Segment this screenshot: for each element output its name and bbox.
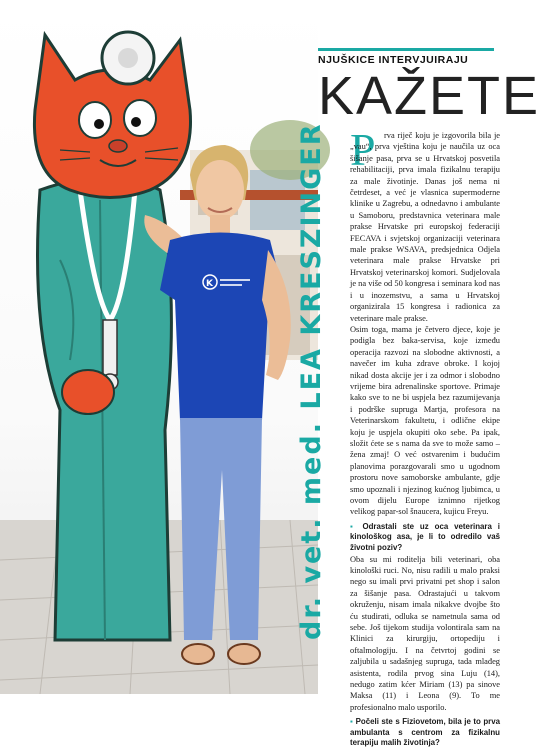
blue-tshirt — [160, 233, 285, 421]
dropcap: P — [350, 124, 376, 175]
person-name: LEA KRESZINGER — [296, 122, 327, 410]
question-1: ▪ Odrastali ste uz oca veterinara i kinološkog asa, je li to odredilo vaš životni poziv? — [350, 521, 500, 552]
question-2-text: Počeli ste s Fiziovetom, bila je to prva ambulanta s centrom za fizikalnu terapiju malih životinja? — [350, 717, 500, 748]
paragraph-2: Osim toga, mama je četvero djece, koje je podigla bez baka-servisa, koje između operacija razvozi na slobodne aktivnosti, a navečer im kuha zdrave obroke. I kojoj nikad dosta akcije jer i za odmor i slobodno vrijeme bira adrenalinske sportove. Primaje kako sve to ne bi uspjela bez razumijevanja i podrške supruga Martja, profesora na Veterinarskom fakultetu, i odlične ekipe koju je uspjela okupiti oko sebe. Pa ipak, složit ćete se s nama da sve to može samo – žena zmaj! O već ostvarenim i budućim planovima porazgovarali smo u ugodnom prostoru nove samoborske ambulante, gdje smo upoznali i njezinog kućnog ljubimca, u ovom dijelu Europe iznimno rijetkog velikog papar-sol šnaucera, kujicu Freyu. — [350, 324, 500, 517]
question-1-text: Odrastali ste uz oca veterinara i kinološkog asa, je li to odredilo vaš životni poziv? — [350, 521, 500, 552]
shirt-logo-text: K — [206, 279, 213, 289]
question-2: ▪ Počeli ste s Fiziovetom, bila je to prva ambulanta s centrom za fizikalnu terapiju malih životinja? — [350, 717, 500, 748]
vertical-name-title — [296, 120, 336, 640]
answer-1: Oba su mi roditelja bili veterinari, oba kinološki ruci. No, nisu radili u malo praksi nego su imali prvi privatni pet shop i salon za šišanje pasa. Odrastajući u takvom okruženju, nisam imala nikakve dvojbe što ću studirati, odluka se nametnula sama od sebe. Još tijekom studija volontirala sam na Klinici za kirurgiju, ortopediju i oftalmologiju. I na četvrtoj godini se zaljubila u sadašnjeg supruga, tada mlađeg asistenta, rodila prvog sina Luju (14), nedugo zatim kćer Miriam (13) pa sinove Maksa (11) i Leona (9). To me profesionalno malo usporilo. — [350, 554, 500, 712]
headline: KAŽETE — [318, 66, 540, 126]
article-body — [350, 124, 500, 749]
paragraph-1: rva riječ koju je izgovorila bila je „vau“, prva vještina koju je naučila uz oca šišanje pasa, prva se u Hrvatskoj posvetila rehabilitaciji, prva imala fizikalnu terapiju za male životinje. Danas još nema ni četrdeset, a već je vlasnica supermoderne klinike u Zagrebu, a odnedavno i ambulante u Samoboru, predstavnica veterinara male prakse Hrvatske pri europskoj federaciji FECAVA i svjetskoj organizaciji veterinara male prakse WSAVA, predsjednica Odjela veterinara male prakse Hrvatske pri Hrvatskoj veterinarskoj komori. Sudjelovala je na više od 50 kongresa i seminara kod nas i u inozemstvu, a sama u Hrvatskoj organizirala 15 kongresa i radionica za veterinare male prakse. — [350, 131, 500, 323]
cat-paw — [62, 370, 114, 414]
section-kicker: NJUŠKICE INTERVJUIRAJU — [318, 48, 494, 66]
name-prefix: dr. vet. med. — [296, 421, 327, 640]
